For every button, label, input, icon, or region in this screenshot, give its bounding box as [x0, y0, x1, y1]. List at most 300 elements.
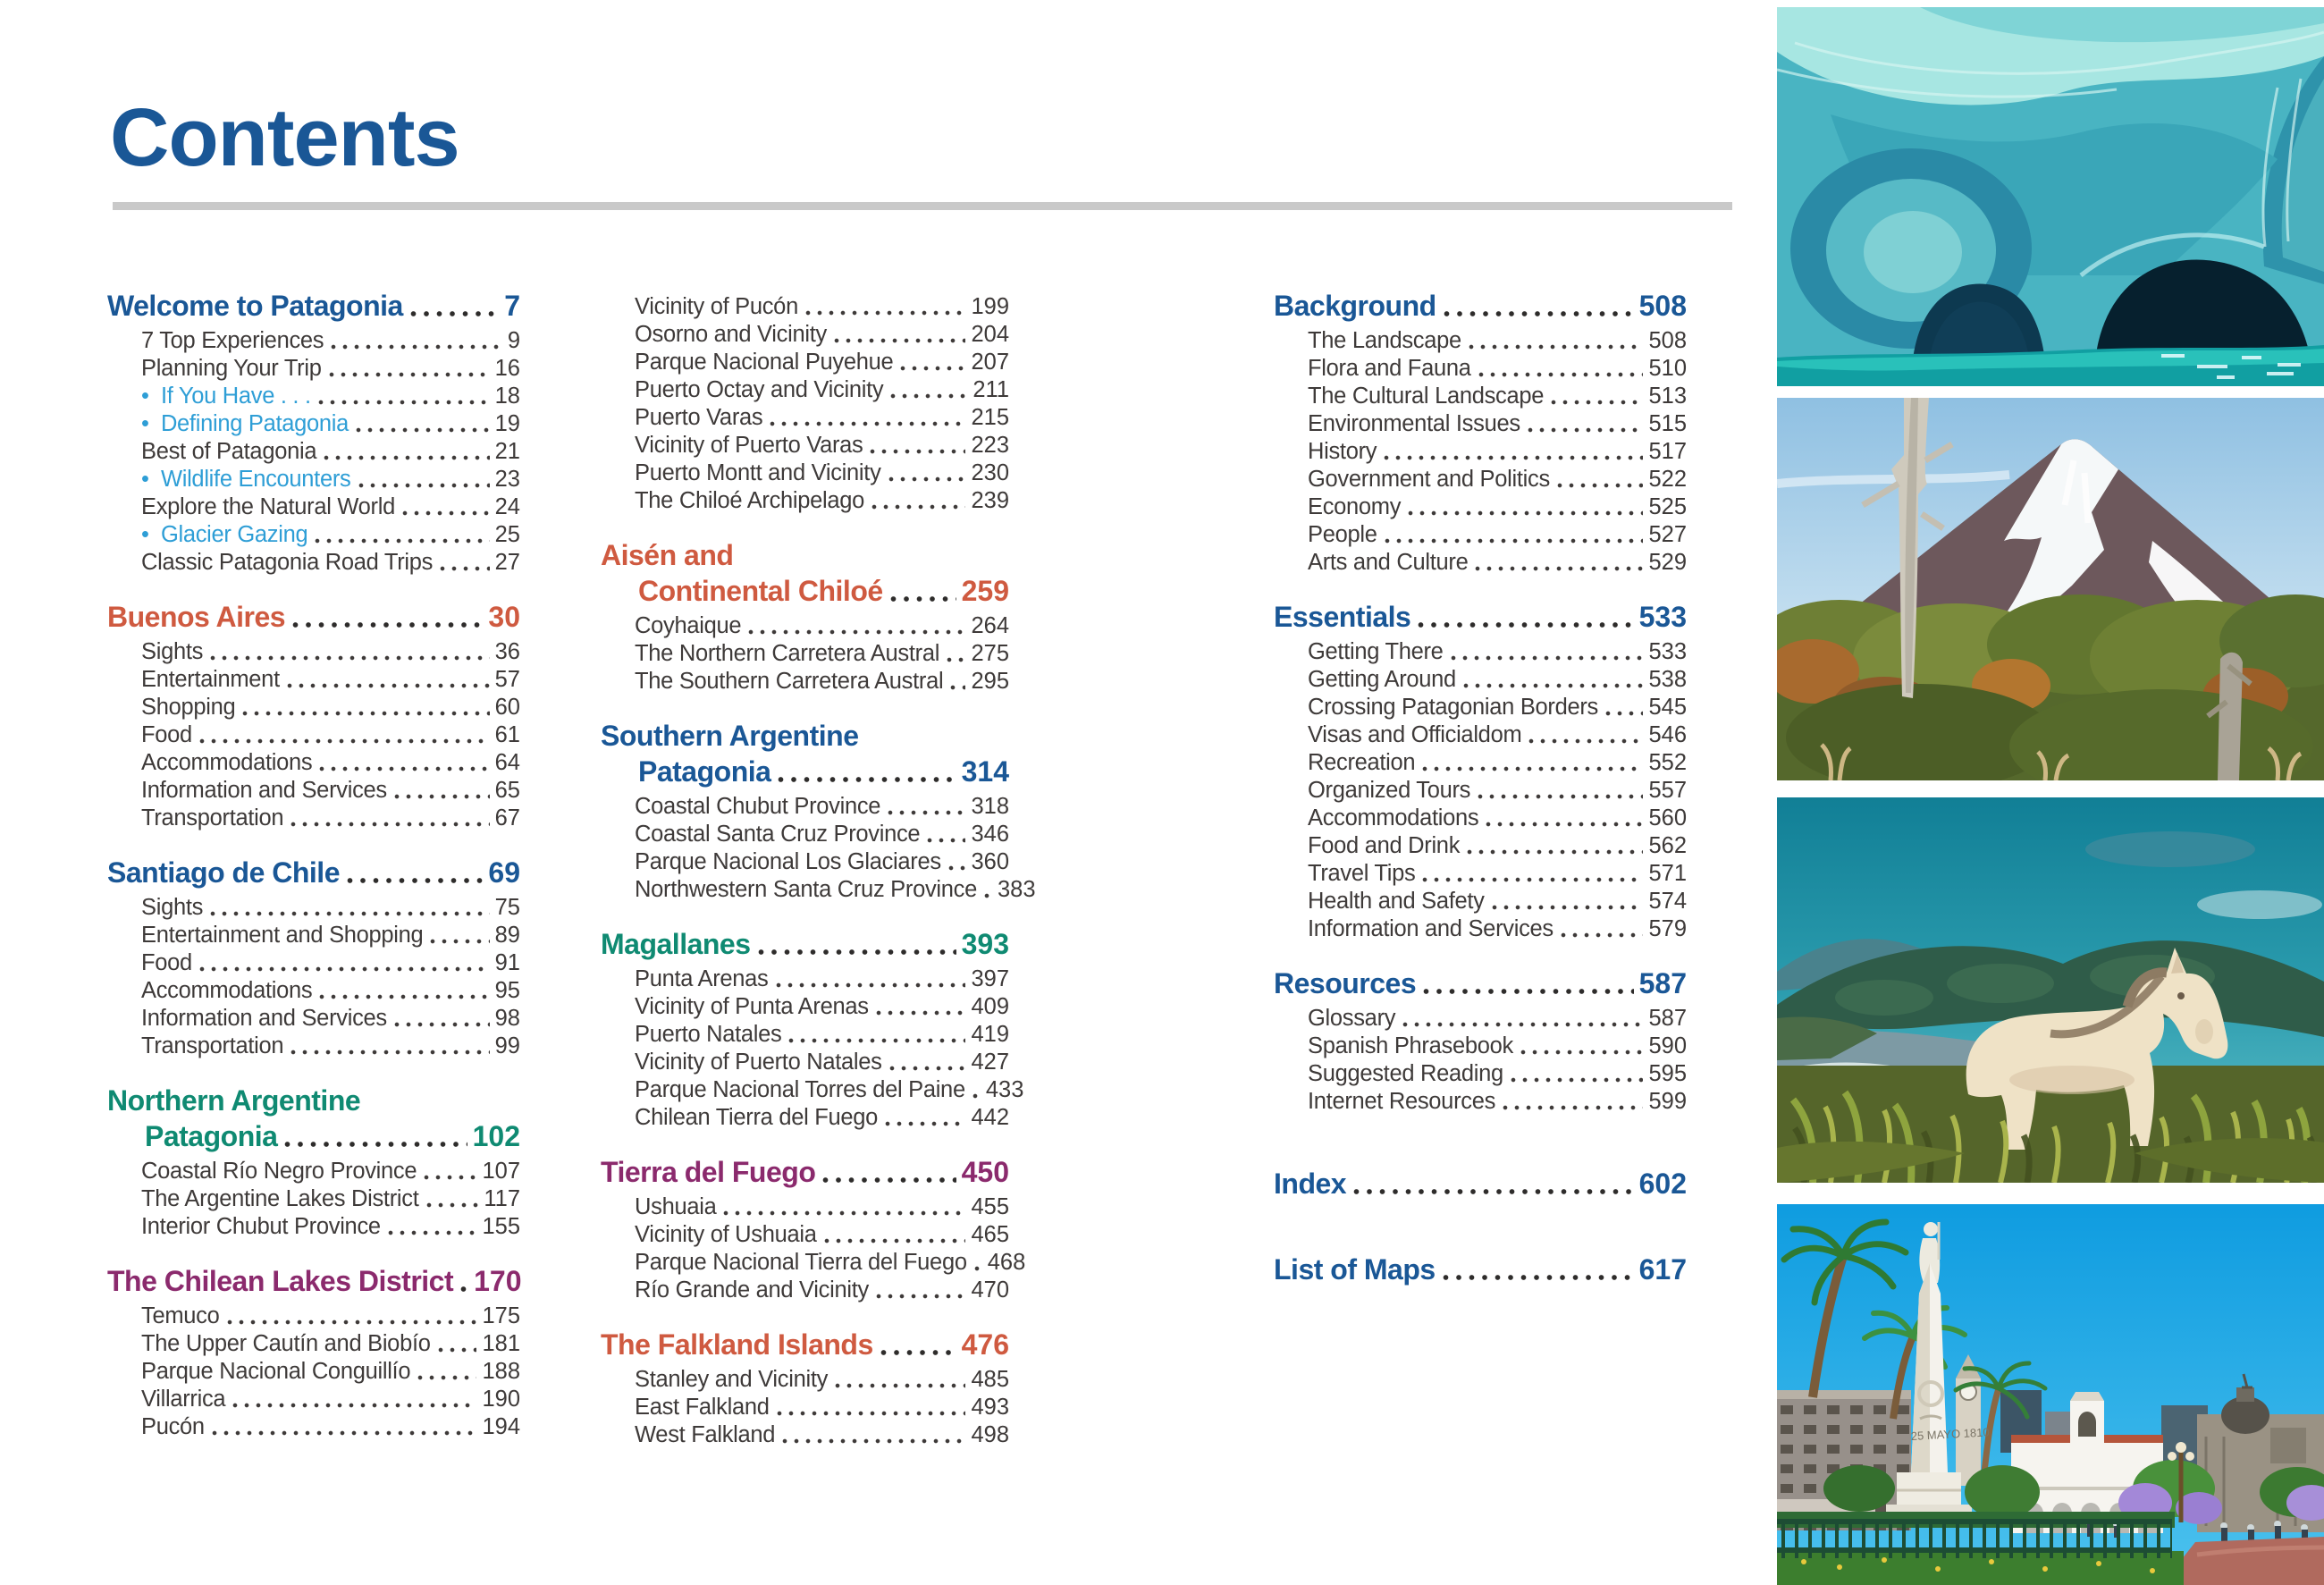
entry-label: Flora and Fauna — [1308, 356, 1471, 381]
section-items — [601, 965, 1024, 1132]
page-title: Contents — [110, 92, 459, 183]
toc-entry — [635, 1076, 1024, 1104]
dot-leader — [211, 1429, 477, 1437]
bullet-icon: • — [141, 411, 149, 436]
section-heading — [107, 1118, 520, 1154]
toc-entry — [635, 459, 1009, 487]
toc-entry — [635, 1104, 1009, 1132]
dot-leader — [437, 1346, 477, 1353]
section-items — [1274, 638, 1687, 943]
dot-leader — [1485, 821, 1643, 828]
dot-leader — [290, 821, 489, 828]
entry-label: Puerto Montt and Vicinity — [635, 460, 881, 485]
entry-label: Ushuaia — [635, 1194, 717, 1219]
dot-leader — [387, 1229, 477, 1236]
dot-leader — [417, 1374, 476, 1381]
section-heading — [107, 599, 520, 635]
entry-page-number: 562 — [1648, 833, 1687, 858]
bullet-icon: • — [141, 384, 149, 409]
entry-page-number: 525 — [1648, 494, 1687, 519]
entry-page-number: 579 — [1648, 916, 1687, 941]
dot-leader — [1550, 399, 1643, 406]
toc-section — [107, 855, 520, 1060]
toc-entry — [141, 638, 520, 666]
entry-page-number: 545 — [1648, 695, 1687, 720]
dot-leader — [291, 621, 483, 628]
toc-entry — [635, 612, 1009, 640]
toc-entry — [141, 1413, 520, 1441]
volcano-illustration — [1777, 398, 2324, 780]
entry-page-number: 211 — [973, 377, 1009, 402]
entry-page-number: 194 — [482, 1414, 520, 1439]
entry-label: The Landscape — [1308, 328, 1461, 353]
dot-leader — [1402, 1021, 1643, 1028]
dot-leader — [946, 656, 965, 663]
toc-section — [601, 926, 1024, 1132]
entry-page-number: 538 — [1648, 667, 1687, 692]
dot-leader — [286, 682, 490, 689]
section-items — [107, 894, 520, 1060]
entry-page-number: 513 — [1648, 384, 1687, 409]
toc-entry — [635, 293, 1009, 321]
toc-entry — [141, 894, 520, 922]
entry-label: Essentials — [1274, 601, 1411, 633]
dot-leader — [875, 1009, 966, 1016]
toc-entry — [141, 949, 520, 977]
entry-label: Northwestern Santa Cruz Province — [635, 877, 977, 902]
toc-entry — [1308, 860, 1687, 888]
entry-page-number: 259 — [961, 575, 1009, 607]
entry-page-number: 64 — [494, 750, 520, 775]
section-items — [601, 1193, 1026, 1304]
section-heading — [1274, 288, 1687, 324]
entry-label: Tierra del Fuego — [601, 1156, 816, 1188]
toc-entry — [635, 1366, 1009, 1394]
entry-label: East Falkland — [635, 1395, 770, 1420]
toc-entry — [635, 1021, 1009, 1049]
entry-label: Spanish Phrasebook — [1308, 1033, 1513, 1058]
dot-leader — [1462, 682, 1644, 689]
dot-leader — [401, 510, 490, 517]
toc-entry — [141, 922, 520, 949]
dot-leader — [314, 537, 489, 544]
entry-label: Magallanes — [601, 928, 751, 960]
entry-page-number: 230 — [971, 460, 1009, 485]
horse-illustration — [1777, 797, 2324, 1183]
dot-leader — [821, 1176, 956, 1184]
entry-label: The Southern Carretera Austral — [635, 669, 944, 694]
entry-page-number: 522 — [1648, 467, 1687, 492]
entry-label: The Chilean Lakes District — [107, 1265, 454, 1297]
entry-page-number: 117 — [484, 1186, 520, 1211]
toc-entry — [141, 1005, 520, 1033]
section-heading — [1274, 1252, 1687, 1287]
entry-page-number: 175 — [482, 1303, 520, 1328]
section-items — [601, 1366, 1009, 1449]
dot-leader — [787, 1037, 965, 1044]
entry-page-number: 529 — [1648, 550, 1687, 575]
dot-leader — [1478, 371, 1644, 378]
section-heading — [601, 926, 1009, 962]
section-heading — [107, 1263, 520, 1299]
toc-entry — [141, 410, 520, 438]
entry-label: Coyhaique — [635, 613, 742, 638]
dot-leader — [880, 1349, 956, 1356]
dot-leader — [429, 938, 489, 945]
entry-label: Shopping — [141, 695, 236, 720]
entry-page-number: 318 — [971, 794, 1009, 819]
dot-leader — [1352, 1188, 1634, 1195]
toc-section — [601, 1154, 1026, 1304]
dot-leader — [889, 595, 956, 603]
entry-page-number: 223 — [971, 433, 1009, 458]
entry-label: Glacier Gazing — [160, 522, 308, 547]
entry-page-number: 36 — [494, 639, 520, 664]
entry-label: People — [1308, 522, 1377, 547]
dot-leader — [747, 628, 965, 636]
entry-page-number: 215 — [971, 405, 1009, 430]
dot-leader — [1443, 310, 1634, 317]
marble-caves-illustration — [1777, 7, 2324, 386]
dot-leader — [1474, 565, 1643, 572]
dot-leader — [1383, 454, 1643, 461]
entry-page-number: 16 — [494, 356, 520, 381]
entry-page-number: 21 — [494, 439, 520, 464]
entry-label: Buenos Aires — [107, 601, 286, 633]
dot-leader — [241, 710, 489, 717]
toc-entry — [635, 1394, 1009, 1421]
section-items — [1274, 327, 1687, 577]
entry-label: Osorno and Vicinity — [635, 322, 827, 347]
entry-label: Accommodations — [1308, 805, 1479, 830]
entry-page-number: 65 — [494, 778, 520, 803]
toc-section — [601, 293, 1009, 515]
section-title-line1: Aisén and — [601, 539, 734, 571]
toc-entry — [1308, 383, 1687, 410]
toc-entry — [141, 1358, 520, 1386]
entry-label: Resources — [1274, 967, 1417, 999]
dot-leader — [198, 965, 490, 973]
entry-page-number: 508 — [1648, 328, 1687, 353]
dot-leader — [1421, 765, 1643, 772]
entry-page-number: 207 — [971, 350, 1009, 375]
toc-section — [601, 1327, 1009, 1449]
entry-page-number: 24 — [494, 494, 520, 519]
toc-entry — [1308, 832, 1687, 860]
toc-section — [601, 718, 1036, 904]
entry-page-number: 485 — [971, 1367, 1009, 1392]
entry-page-number: 587 — [1638, 967, 1687, 999]
dot-leader — [777, 776, 956, 783]
entry-page-number: 574 — [1648, 889, 1687, 914]
dot-leader — [899, 365, 965, 372]
entry-page-number: 27 — [494, 550, 520, 575]
entry-page-number: 170 — [474, 1265, 522, 1297]
entry-label: Puerto Octay and Vicinity — [635, 377, 884, 402]
entry-page-number: 508 — [1638, 290, 1687, 322]
toc-entry — [635, 1221, 1009, 1249]
dot-leader — [290, 1049, 489, 1056]
toc-section — [1274, 1166, 1687, 1201]
dot-leader — [722, 1210, 965, 1217]
dot-leader — [1502, 1104, 1643, 1111]
dot-leader — [884, 1120, 965, 1127]
entry-page-number: 181 — [482, 1331, 520, 1356]
entry-page-number: 60 — [494, 695, 520, 720]
entry-page-number: 295 — [971, 669, 1009, 694]
toc-entry — [141, 1330, 520, 1358]
entry-page-number: 75 — [494, 895, 520, 920]
entry-label: Index — [1274, 1168, 1347, 1200]
entry-label: Entertainment — [141, 667, 280, 692]
entry-page-number: 546 — [1648, 722, 1687, 747]
dot-leader — [232, 1402, 476, 1409]
toc-entry — [141, 1033, 520, 1060]
entry-label: 7 Top Experiences — [141, 328, 324, 353]
dot-leader — [198, 738, 490, 745]
entry-label: Puerto Natales — [635, 1022, 782, 1047]
entry-page-number: 188 — [482, 1359, 520, 1384]
section-items — [1274, 1005, 1687, 1116]
toc-entry — [141, 1213, 520, 1241]
dot-leader — [926, 837, 965, 844]
entry-label: Continental Chiloé — [638, 575, 883, 607]
dot-leader — [1528, 738, 1643, 745]
entry-page-number: 107 — [482, 1159, 520, 1184]
entry-label: Arts and Culture — [1308, 550, 1469, 575]
toc-entry — [141, 383, 520, 410]
entry-label: Recreation — [1308, 750, 1416, 775]
toc-entry — [141, 721, 520, 749]
entry-label: Vicinity of Puerto Natales — [635, 1050, 882, 1075]
entry-page-number: 67 — [494, 805, 520, 830]
section-heading — [1274, 1166, 1687, 1201]
dot-leader — [1407, 510, 1643, 517]
dot-leader — [328, 371, 490, 378]
dot-leader — [459, 1286, 468, 1293]
entry-page-number: 30 — [488, 601, 520, 633]
entry-page-number: 476 — [961, 1328, 1009, 1361]
entry-page-number: 95 — [494, 978, 520, 1003]
toc-entry — [635, 376, 1009, 404]
section-items — [107, 638, 520, 832]
entry-page-number: 155 — [482, 1214, 520, 1239]
entry-page-number: 346 — [971, 822, 1009, 847]
toc-entry — [635, 793, 1009, 821]
dot-leader — [1477, 793, 1643, 800]
entry-label: Sights — [141, 895, 204, 920]
entry-page-number: 360 — [971, 849, 1009, 874]
toc-entry — [635, 848, 1009, 876]
toc-entry — [1308, 749, 1687, 777]
entry-label: The Falkland Islands — [601, 1328, 873, 1361]
toc-entry — [1308, 721, 1687, 749]
dot-leader — [823, 1237, 966, 1244]
entry-page-number: 455 — [971, 1194, 1009, 1219]
toc-section — [1274, 599, 1687, 943]
entry-page-number: 617 — [1638, 1253, 1687, 1286]
dot-leader — [757, 948, 956, 956]
toc-entry — [1308, 438, 1687, 466]
section-items — [601, 612, 1009, 696]
entry-page-number: 468 — [987, 1250, 1026, 1275]
dot-leader — [393, 793, 490, 800]
dot-leader — [1491, 904, 1644, 911]
toc-entry — [1308, 493, 1687, 521]
entry-page-number: 199 — [971, 294, 1009, 319]
entry-label: Economy — [1308, 494, 1402, 519]
dot-leader — [972, 1092, 981, 1100]
toc-entry — [635, 876, 1036, 904]
section-items — [601, 293, 1009, 515]
section-heading — [601, 1154, 1009, 1190]
toc-section — [107, 1083, 520, 1241]
monument-inscription: 25 MAYO 1810 — [1910, 1425, 1990, 1443]
toc-entry — [635, 1193, 1009, 1221]
entry-label: Vicinity of Punta Arenas — [635, 994, 869, 1019]
entry-page-number: 25 — [494, 522, 520, 547]
dot-leader — [1510, 1076, 1644, 1083]
entry-page-number: 599 — [1648, 1089, 1687, 1114]
toc-entry — [635, 993, 1009, 1021]
entry-label: Stanley and Vicinity — [635, 1367, 829, 1392]
entry-label: Transportation — [141, 805, 284, 830]
toc-entry — [1308, 666, 1687, 694]
dot-leader — [781, 1437, 965, 1445]
dot-leader — [889, 392, 967, 400]
toc-entry — [1308, 327, 1687, 355]
entry-label: Coastal Río Negro Province — [141, 1159, 417, 1184]
entry-label: Travel Tips — [1308, 861, 1416, 886]
entry-page-number: 61 — [494, 722, 520, 747]
entry-page-number: 510 — [1648, 356, 1687, 381]
toc-entry — [635, 1277, 1009, 1304]
section-heading — [1274, 599, 1687, 635]
dot-leader — [323, 454, 489, 461]
toc-entry — [141, 1303, 520, 1330]
dot-leader — [834, 1382, 965, 1389]
entry-label: Background — [1274, 290, 1436, 322]
toc-entry — [141, 777, 520, 805]
entry-label: Patagonia — [638, 755, 771, 788]
entry-label: Coastal Chubut Province — [635, 794, 881, 819]
dot-leader — [875, 1293, 966, 1300]
dot-leader — [1560, 932, 1644, 939]
entry-label: Temuco — [141, 1303, 220, 1328]
section-heading — [601, 573, 1009, 609]
toc-entry — [1308, 1060, 1687, 1088]
dot-leader — [983, 892, 992, 899]
toc-entry — [635, 1249, 1026, 1277]
section-items — [107, 327, 520, 577]
entry-page-number: 587 — [1648, 1006, 1687, 1031]
section-heading — [1274, 965, 1687, 1001]
entry-page-number: 314 — [961, 755, 1009, 788]
entry-label: Transportation — [141, 1033, 284, 1058]
dot-leader — [776, 1410, 966, 1417]
entry-page-number: 7 — [504, 290, 520, 322]
entry-page-number: 571 — [1648, 861, 1687, 886]
entry-page-number: 533 — [1648, 639, 1687, 664]
entry-page-number: 23 — [494, 467, 520, 492]
entry-page-number: 527 — [1648, 522, 1687, 547]
entry-label: Parque Nacional Tierra del Fuego — [635, 1250, 967, 1275]
dot-leader — [317, 399, 490, 406]
entry-label: Río Grande and Vicinity — [635, 1277, 869, 1303]
entry-label: Puerto Varas — [635, 405, 763, 430]
dot-leader — [804, 309, 966, 316]
entry-page-number: 498 — [971, 1422, 1009, 1447]
entry-page-number: 442 — [971, 1105, 1009, 1130]
entry-label: Parque Nacional Los Glaciares — [635, 849, 941, 874]
dot-leader — [869, 448, 965, 455]
dot-leader — [1417, 621, 1633, 628]
dot-leader — [833, 337, 966, 344]
toc-section — [601, 537, 1009, 696]
toc-section — [1274, 1252, 1687, 1287]
dot-leader — [775, 982, 966, 989]
entry-page-number: 102 — [472, 1120, 520, 1152]
dot-leader — [1421, 876, 1643, 883]
entry-label: Villarrica — [141, 1387, 226, 1412]
dot-leader — [209, 654, 490, 662]
entry-label: Punta Arenas — [635, 966, 769, 991]
entry-page-number: 69 — [488, 856, 520, 889]
entry-label: Suggested Reading — [1308, 1061, 1503, 1086]
dot-leader — [355, 426, 490, 434]
toc-entry — [635, 965, 1009, 993]
entry-page-number: 91 — [494, 950, 520, 975]
section-heading — [601, 754, 1009, 789]
dot-leader — [393, 1021, 490, 1028]
toc-section — [107, 1263, 520, 1441]
entry-label: Health and Safety — [1308, 889, 1485, 914]
dot-leader — [209, 910, 490, 917]
toc-entry — [141, 666, 520, 694]
entry-label: The Chiloé Archipelago — [635, 488, 865, 513]
photo-marble-caves — [1777, 7, 2324, 386]
dot-leader — [1466, 848, 1643, 856]
dot-leader — [1556, 482, 1644, 489]
entry-label: Crossing Patagonian Borders — [1308, 695, 1599, 720]
toc-section — [107, 599, 520, 832]
entry-page-number: 470 — [971, 1277, 1009, 1303]
toc-entry — [635, 349, 1009, 376]
entry-label: Parque Nacional Conguillío — [141, 1359, 411, 1384]
dot-leader — [888, 476, 966, 483]
toc-entry — [141, 355, 520, 383]
entry-page-number: 560 — [1648, 805, 1687, 830]
section-items — [107, 1158, 520, 1241]
toc-entry — [635, 668, 1009, 696]
entry-page-number: 595 — [1648, 1061, 1687, 1086]
toc-entry — [141, 466, 520, 493]
toc-section — [107, 288, 520, 577]
toc-entry — [1308, 638, 1687, 666]
toc-entry — [141, 327, 520, 355]
entry-label: Visas and Officialdom — [1308, 722, 1522, 747]
entry-label: Vicinity of Puerto Varas — [635, 433, 863, 458]
toc-entry — [141, 805, 520, 832]
dot-leader — [1450, 654, 1644, 662]
entry-label: History — [1308, 439, 1377, 464]
toc-entry — [635, 1049, 1009, 1076]
entry-page-number: 397 — [971, 966, 1009, 991]
toc-entry — [635, 1421, 1009, 1449]
entry-label: West Falkland — [635, 1422, 776, 1447]
entry-page-number: 602 — [1638, 1168, 1687, 1200]
entry-label: Wildlife Encounters — [160, 467, 351, 492]
